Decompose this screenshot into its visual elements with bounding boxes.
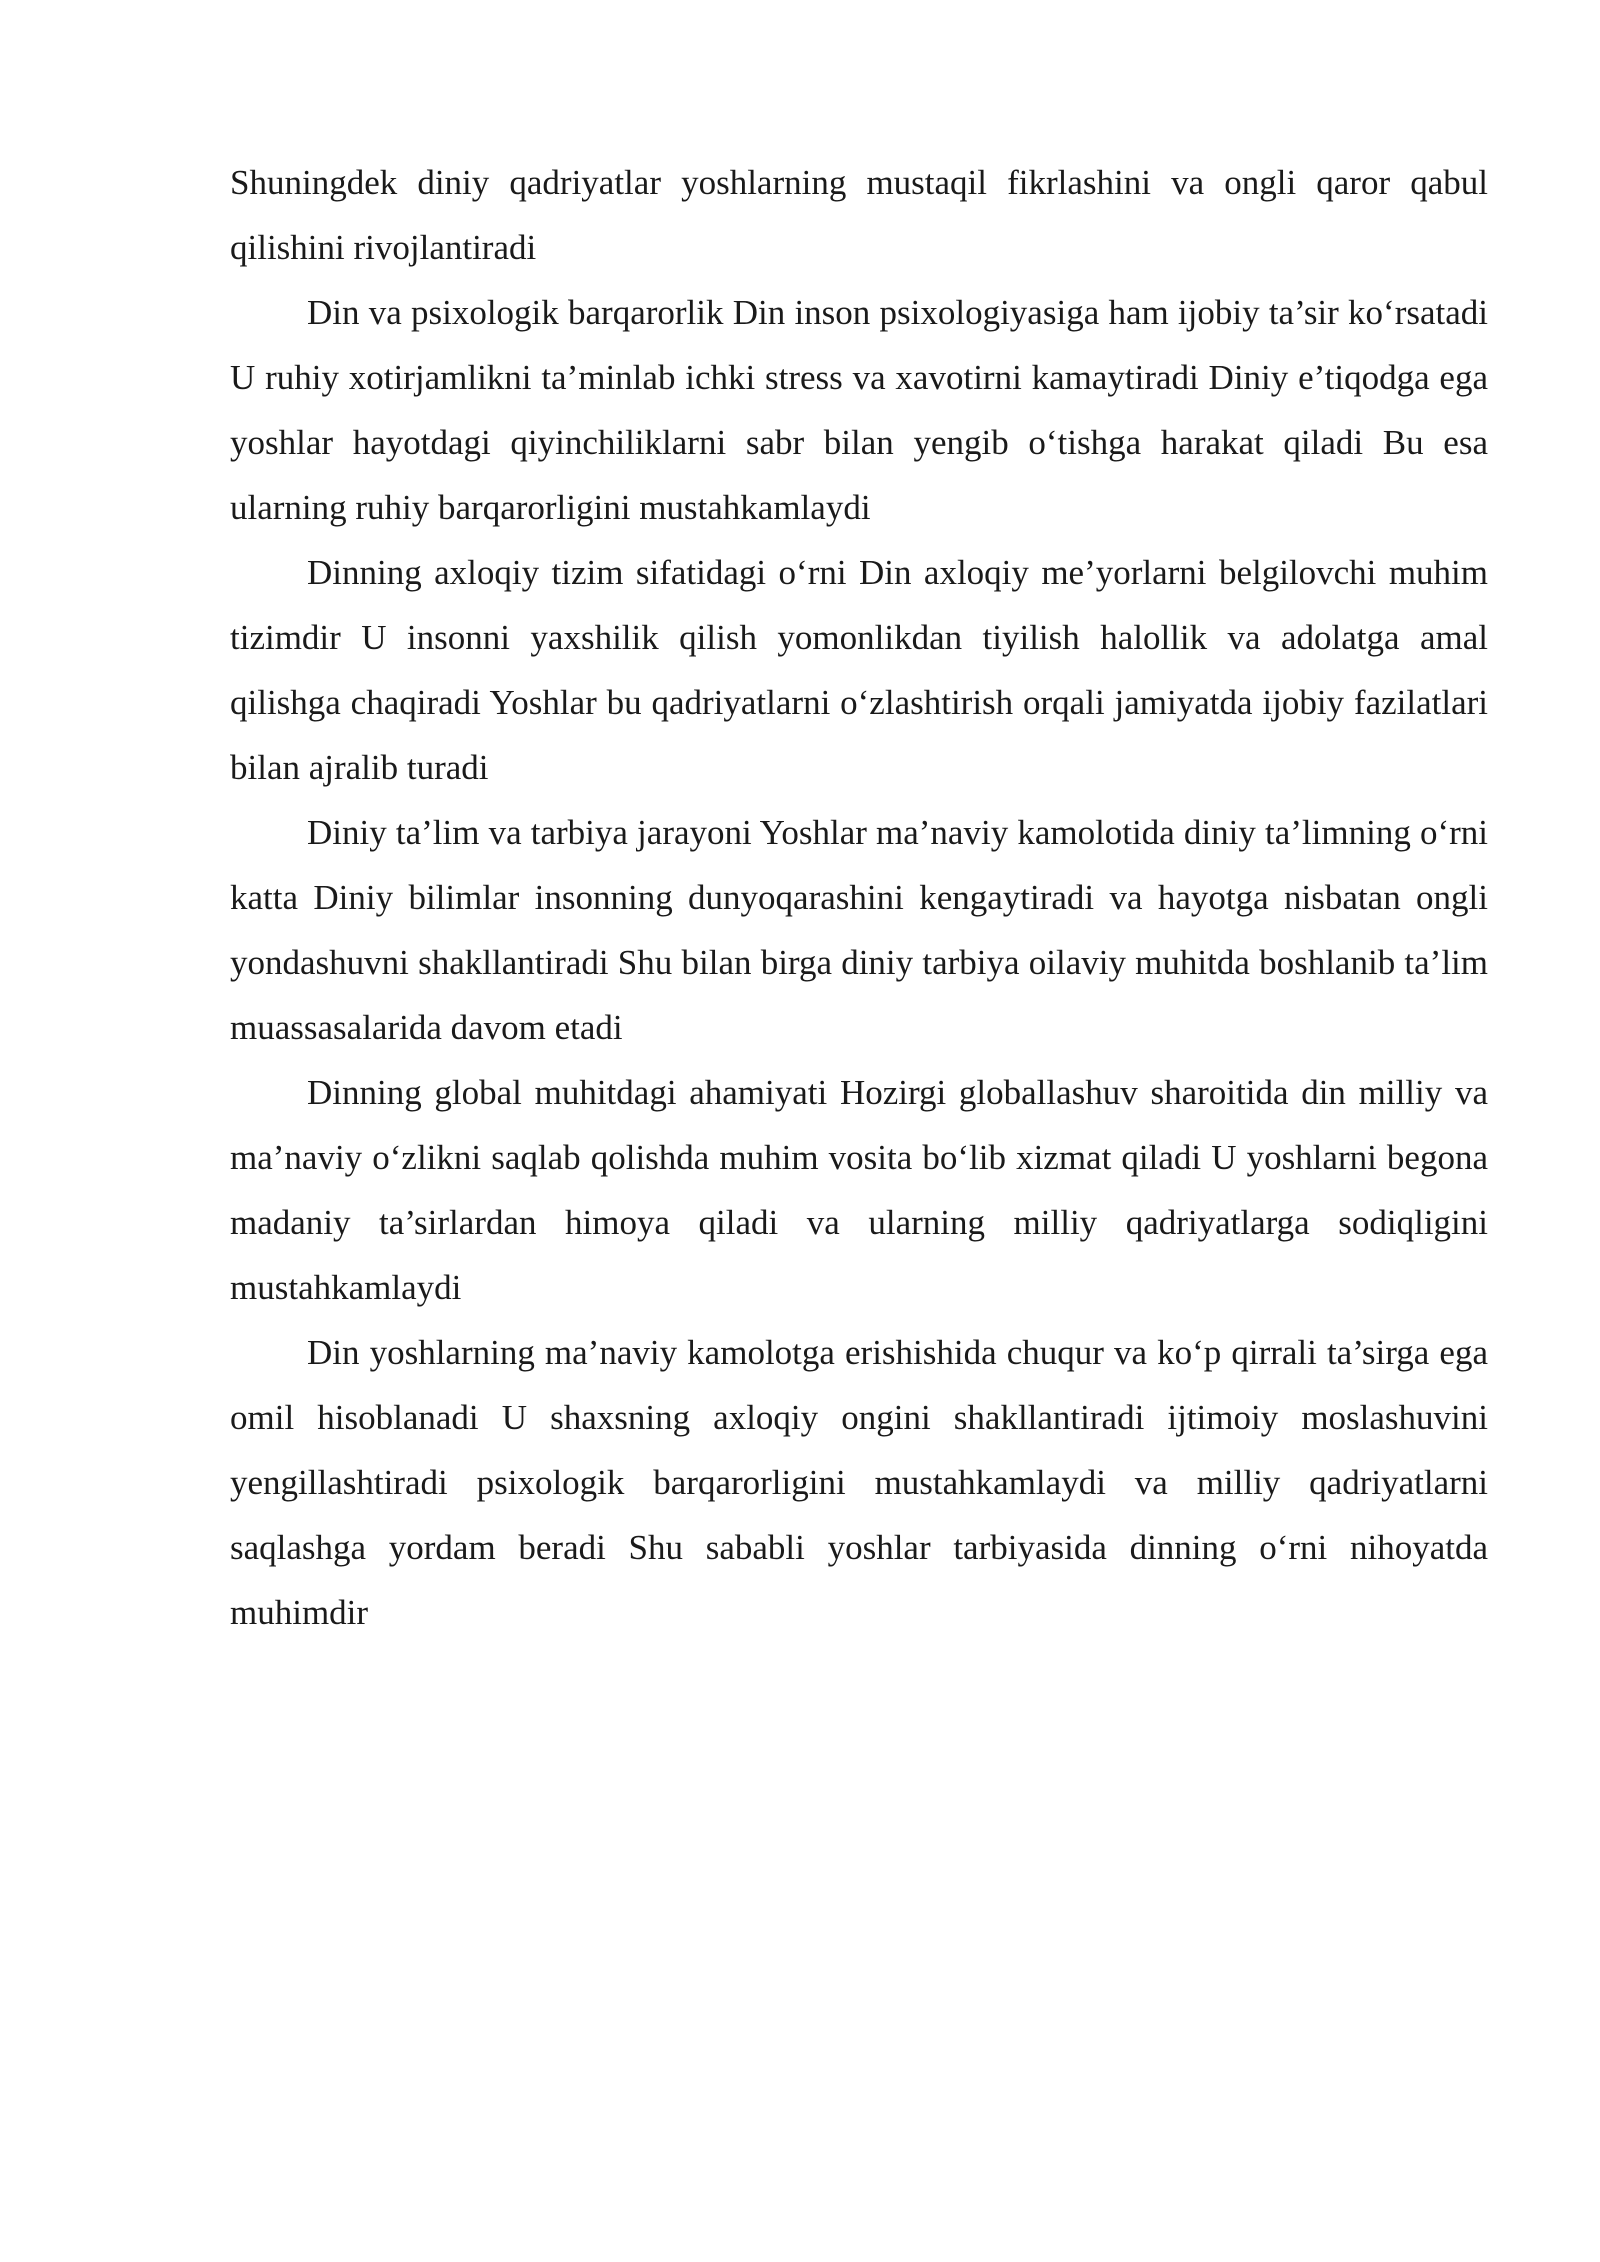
paragraph-conclusion: Din yoshlarning ma’naviy kamolotga erishishida chuqur va ko‘p qirrali ta’sirga ega omil hisoblanadi U shaxsning axloqiy ongini shakllantiradi ijtimoiy moslashuvini yengillashtiradi psixologik barqarorligini mustahkamlaydi va milliy qadriyatlarni saqlashga yordam beradi Shu sababli yoshlar tarbiyasida dinning o‘rni nihoyatda muhimdir	[230, 1333, 1488, 1632]
paragraph-moral-system: Dinning axloqiy tizim sifatidagi o‘rni Din axloqiy me’yorlarni belgilovchi muhim tizimdir U insonni yaxshilik qilish yomonlikdan tiyilish halollik va adolatga amal qilishga chaqiradi Yoshlar bu qadriyatlarni o‘zlashtirish orqali jamiyatda ijobiy fazilatlari bilan ajralib turadi	[230, 553, 1488, 787]
document-body	[230, 150, 1488, 1645]
paragraph-psychological-stability: Din va psixologik barqarorlik Din inson psixologiyasiga ham ijobiy ta’sir ko‘rsatadi U ruhiy xotirjamlikni ta’minlab ichki stress va xavotirni kamaytiradi Diniy e’tiqodga ega yoshlar hayotdagi qiyinchiliklarni sabr bilan yengib o‘tishga harakat qiladi Bu esa ularning ruhiy barqarorligini mustahkamlaydi	[230, 293, 1488, 527]
paragraph-global-importance: Dinning global muhitdagi ahamiyati Hozirgi globallashuv sharoitida din milliy va ma’naviy o‘zlikni saqlab qolishda muhim vosita bo‘lib xizmat qiladi U yoshlarni begona madaniy ta’sirlardan himoya qiladi va ularning milliy qadriyatlarga sodiqligini mustahkamlaydi	[230, 1073, 1488, 1307]
paragraph-religious-education: Diniy ta’lim va tarbiya jarayoni Yoshlar ma’naviy kamolotida diniy ta’limning o‘rni katta Diniy bilimlar insonning dunyoqarashini kengaytiradi va hayotga nisbatan ongli yondashuvni shakllantiradi Shu bilan birga diniy tarbiya oilaviy muhitda boshlanib ta’lim muassasalarida davom etadi	[230, 813, 1488, 1047]
paragraph-continuation: Shuningdek diniy qadriyatlar yoshlarning mustaqil fikrlashini va ongli qaror qabul qilishini rivojlantiradi	[230, 163, 1488, 267]
